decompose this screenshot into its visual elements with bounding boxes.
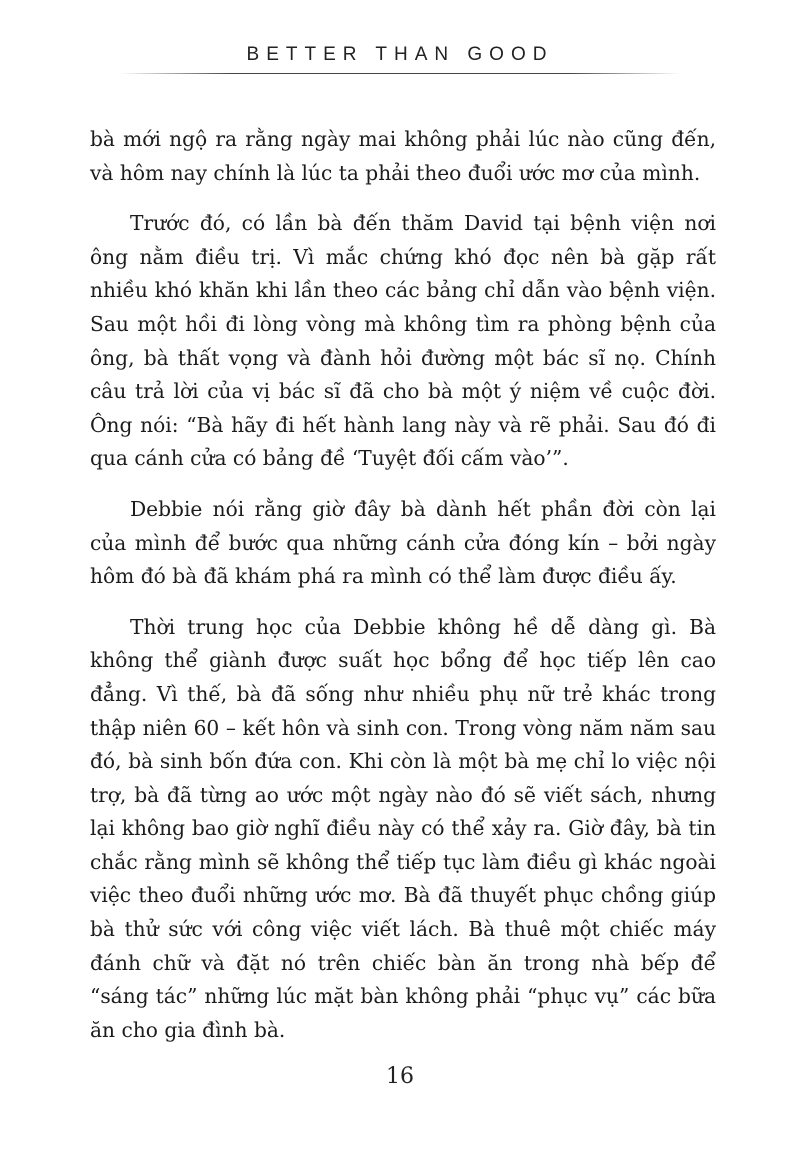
running-header: BETTER THAN GOOD <box>246 44 554 65</box>
paragraph-continuation: bà mới ngộ ra rằng ngày mai không phải lúc nào cũng đến, và hôm nay chính là lúc ta phải theo đuổi ước mơ của mình. <box>90 127 716 185</box>
paragraph-high-school: Thời trung học của Debbie không hề dễ dàng gì. Bà không thể giành được suất học bổng để học tiếp lên cao đẳng. Vì thế, bà đã sống như nhiều phụ nữ trẻ khác trong thập niên 60 – kết hôn và sinh con. Trong vòng năm năm sau đó, bà sinh bốn đứa con. Khi còn là một bà mẹ chỉ lo việc nội trợ, bà đã từng ao ước một ngày nào đó sẽ viết sách, nhưng lại không bao giờ nghĩ điều này có thể xảy ra. Giờ đây, bà tin chắc rằng mình sẽ không thể tiếp tục làm điều gì khác ngoài việc theo đuổi những ước mơ. Bà đã thuyết phục chồng giúp bà thử sức với công việc viết lách. Bà thuê một chiếc máy đánh chữ và đặt nó trên chiếc bàn ăn trong nhà bếp để “sáng tác” những lúc mặt bàn không phải “phục vụ” các bữa ăn cho gia đình bà. <box>90 614 716 1042</box>
paragraph-closed-doors: Debbie nói rằng giờ đây bà dành hết phần đời còn lại của mình để bước qua những cánh cửa đóng kín – bởi ngày hôm đó bà đã khám phá ra mình có thể làm được điều ấy. <box>90 496 716 589</box>
page-number: 16 <box>386 1064 414 1089</box>
paragraph-hospital-visit: Trước đó, có lần bà đến thăm David tại bệnh viện nơi ông nằm điều trị. Vì mắc chứng khó đọc nên bà gặp rất nhiều khó khăn khi lần theo các bảng chỉ dẫn vào bệnh viện. Sau một hồi đi lòng vòng mà không tìm ra phòng bệnh của ông, bà thất vọng và đành hỏi đường một bác sĩ nọ. Chính câu trả lời của vị bác sĩ đã cho bà một ý niệm về cuộc đời. Ông nói: “Bà hãy đi hết hành lang này và rẽ phải. Sau đó đi qua cánh cửa có bảng đề ‘Tuyệt đối cấm vào’”. <box>90 211 716 471</box>
header-rule <box>120 73 680 74</box>
body-text <box>90 123 716 1064</box>
